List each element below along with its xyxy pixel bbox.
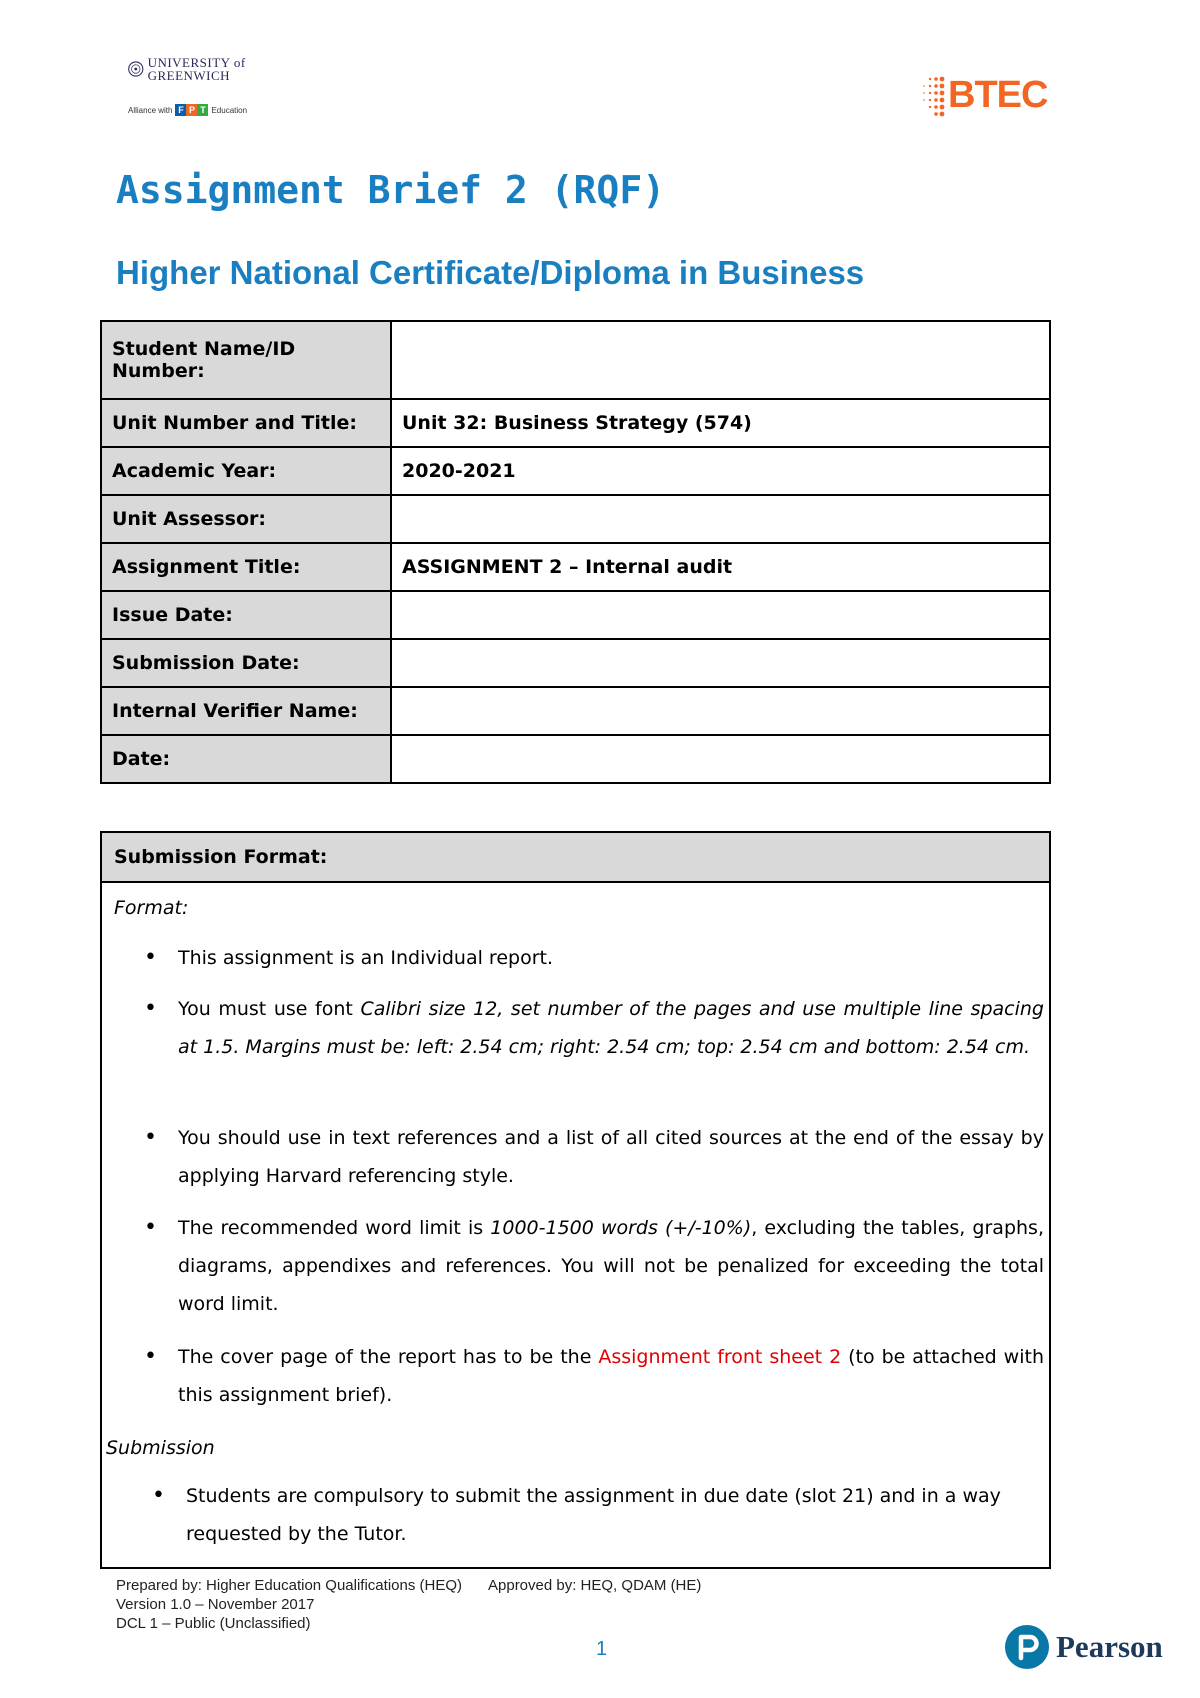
row-value-student-name: [391, 321, 1050, 399]
row-value-internal-verifier: [391, 687, 1050, 735]
table-row: [101, 399, 1050, 447]
fpt-letter-f: F: [175, 104, 186, 116]
bullet-text: , excluding the tables, graphs, diagrams, appendixes and references. You will not be penalized for exceeding the total word limit.: [178, 1217, 1044, 1315]
fpt-badge: [175, 104, 208, 116]
table-row: [101, 321, 1050, 399]
university-seal-icon: [128, 58, 144, 80]
row-value-assignment-title: ASSIGNMENT 2 – Internal audit: [391, 543, 1050, 591]
bullet-text: You should use in text references and a list of all cited sources at the end of the essay by applying Harvard referencing style.: [178, 1127, 1044, 1187]
bullet-text: Students are compulsory to submit the assignment in due date (slot 21) and in a way requested by the Tutor.: [186, 1485, 1001, 1545]
row-value-unit: Unit 32: Business Strategy (574): [391, 399, 1050, 447]
table-row: [101, 639, 1050, 687]
row-label-unit-assessor: Unit Assessor:: [101, 495, 391, 543]
submission-label: Submission: [106, 1437, 215, 1459]
document-subtitle: Higher National Certificate/Diploma in Business: [116, 254, 865, 291]
alliance-prefix: Alliance with: [128, 105, 173, 115]
footer-prepared-approved-line: [116, 1576, 701, 1595]
pearson-logo: [1004, 1624, 1163, 1670]
table-row: [101, 495, 1050, 543]
pearson-wordmark: Pearson: [1056, 1629, 1163, 1664]
bullet-text: This assignment is an Individual report.: [178, 947, 553, 969]
row-value-issue-date: [391, 591, 1050, 639]
fpt-letter-p: P: [186, 104, 197, 116]
row-value-submission-date: [391, 639, 1050, 687]
bullet-individual-report: [178, 939, 1044, 977]
bullet-text-italic: 1000-1500 words (+/-10%): [490, 1217, 752, 1239]
university-name: UNIVERSITY of GREENWICH: [147, 55, 246, 83]
page-number: 1: [596, 1638, 608, 1660]
bullet-text-italic: Calibri size 12, set number of the pages and use multiple line spacing at 1.5. Margins must be: left: 2.54 cm; right: 2.54 cm; top: 2.54 cm and bottom: 2.54 cm.: [178, 998, 1044, 1058]
row-label-academic-year: Academic Year:: [101, 447, 391, 495]
prepared-by: Prepared by: Higher Education Qualifications (HEQ): [116, 1577, 462, 1594]
row-label-internal-verifier: Internal Verifier Name:: [101, 687, 391, 735]
assignment-info-table: [100, 320, 1051, 784]
bullet-cover-page: [178, 1338, 1044, 1414]
submission-format-box: [100, 831, 1051, 1569]
table-row: [101, 543, 1050, 591]
row-value-unit-assessor: [391, 495, 1050, 543]
bullet-text: You must use font: [178, 998, 361, 1020]
row-label-assignment-title: Assignment Title:: [101, 543, 391, 591]
bullet-word-limit: [178, 1209, 1044, 1323]
footer-version: Version 1.0 – November 2017: [116, 1596, 315, 1613]
table-row: [101, 447, 1050, 495]
row-label-unit: Unit Number and Title:: [101, 399, 391, 447]
university-of-greenwich-logo: [128, 56, 278, 126]
row-label-date: Date:: [101, 735, 391, 783]
btec-dots-icon: [920, 75, 946, 117]
row-value-date: [391, 735, 1050, 783]
row-label-submission-date: Submission Date:: [101, 639, 391, 687]
fpt-alliance-logo: [128, 104, 278, 116]
submission-format-heading: Submission Format:: [102, 833, 1049, 883]
assignment-front-sheet-reference: Assignment front sheet 2: [598, 1346, 842, 1368]
btec-wordmark: BTEC: [948, 74, 1048, 116]
table-row: [101, 687, 1050, 735]
btec-logo: [920, 74, 1047, 117]
row-label-student-name: Student Name/ID Number:: [101, 321, 391, 399]
document-title: Assignment Brief 2 (RQF): [116, 168, 666, 212]
footer-classification: DCL 1 – Public (Unclassified): [116, 1615, 311, 1632]
fpt-letter-t: T: [197, 104, 208, 116]
pearson-p-icon: [1004, 1624, 1050, 1670]
approved-by: Approved by: HEQ, QDAM (HE): [488, 1577, 702, 1594]
bullet-font-requirements: [178, 990, 1044, 1066]
bullet-text: (to be attached with this assignment brief).: [178, 1346, 1044, 1406]
row-value-academic-year: 2020-2021: [391, 447, 1050, 495]
alliance-suffix: Education: [211, 105, 248, 115]
row-label-issue-date: Issue Date:: [101, 591, 391, 639]
page-footer: [116, 1576, 701, 1633]
bullet-submission-deadline: [186, 1477, 1044, 1553]
bullet-text: The cover page of the report has to be the: [178, 1346, 599, 1368]
bullet-harvard-referencing: [178, 1119, 1044, 1195]
bullet-text: The recommended word limit is: [178, 1217, 491, 1239]
format-label: Format:: [114, 897, 189, 919]
table-row: [101, 735, 1050, 783]
table-row: [101, 591, 1050, 639]
